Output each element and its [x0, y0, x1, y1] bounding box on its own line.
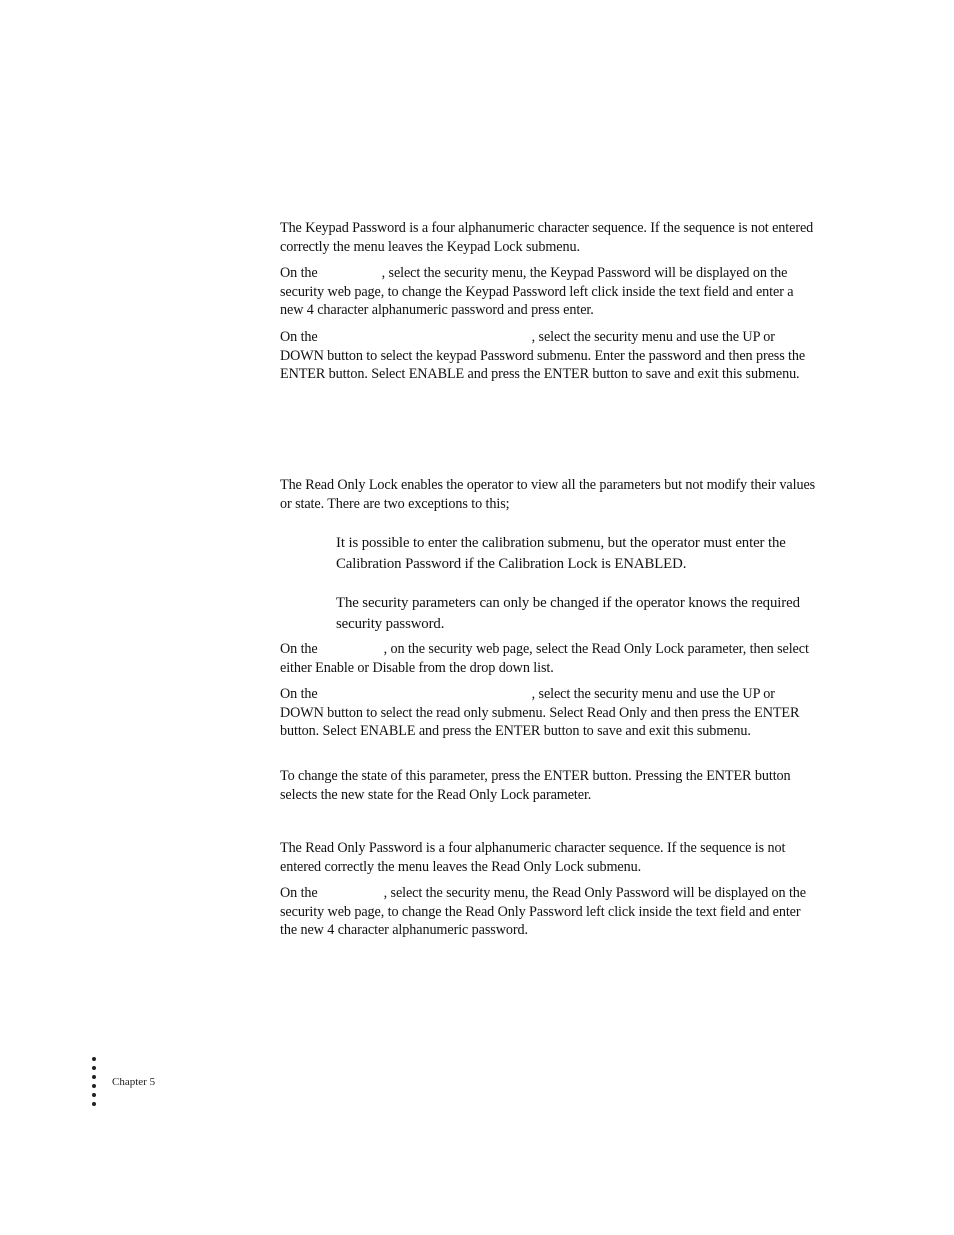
keypad-password-panel-instructions — [280, 328, 820, 384]
read-only-lock-panel-instructions — [280, 685, 820, 741]
read-only-password-intro: The Read Only Password is a four alphanumeric character sequence. If the sequence is not entered correctly the menu leaves the Read Only Lock submenu. — [280, 840, 786, 875]
body-text: , on the security web page, select the Read Only Lock parameter, then select either Enable or Disable from the drop down list. — [280, 641, 809, 676]
keypad-password-web-instructions — [280, 264, 820, 320]
lead-text: On the — [280, 265, 318, 281]
read-only-lock-enter-note: To change the state of this parameter, press the ENTER button. Pressing the ENTER button selects the new state for the Read Only Lock parameter. — [280, 768, 791, 803]
dot-icon — [92, 1066, 96, 1070]
body-text: , select the security menu and use the UP or DOWN button to select the read only submenu. Select Read Only and then press the ENTER button. Select ENABLE and press the ENTER button to save and exit this submenu. — [280, 686, 800, 740]
chapter-footer: Chapter 5 — [112, 1076, 156, 1088]
lead-text: On the — [280, 686, 318, 702]
dot-icon — [92, 1057, 96, 1061]
read-only-lock-web-instructions — [280, 640, 820, 677]
body-text: , select the security menu, the Keypad Password will be displayed on the security web page, to change the Keypad Password left click inside the text field and enter a new 4 character alphanumeric password and press enter. — [280, 265, 794, 319]
dot-icon — [92, 1084, 96, 1088]
body-text: , select the security menu, the Read Only Password will be displayed on the security web page, to change the Read Only Password left click inside the text field and enter the new 4 character alphanumeric password. — [280, 885, 806, 939]
exception-security: The security parameters can only be changed if the operator knows the required security password. — [336, 595, 800, 632]
dot-icon — [92, 1102, 96, 1106]
lead-text: On the — [280, 641, 318, 657]
exception-calibration: It is possible to enter the calibration submenu, but the operator must enter the Calibration Password if the Calibration Lock is ENABLED. — [336, 535, 786, 572]
margin-dots — [92, 1057, 98, 1111]
read-only-lock-intro: The Read Only Lock enables the operator to view all the parameters but not modify their values or state. There are two exceptions to this; — [280, 477, 816, 512]
read-only-password-web-instructions — [280, 884, 820, 940]
body-text: , select the security menu and use the UP or DOWN button to select the keypad Password submenu. Enter the password and then press the ENTER button. Select ENABLE and press the ENTER button to save and exit this submenu. — [280, 329, 806, 383]
lead-text: On the — [280, 885, 318, 901]
dot-icon — [92, 1093, 96, 1097]
lead-text: On the — [280, 329, 318, 345]
dot-icon — [92, 1075, 96, 1079]
keypad-password-intro: The Keypad Password is a four alphanumeric character sequence. If the sequence is not entered correctly the menu leaves the Keypad Lock submenu. — [280, 220, 814, 255]
